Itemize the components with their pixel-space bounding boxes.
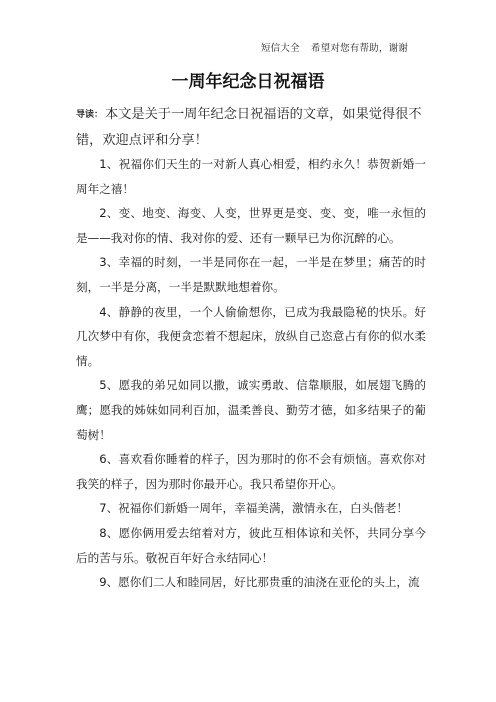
paragraph-5: 5、愿我的弟兄如同以撒，诚实勇敢、信靠顺服，如展翅飞腾的鹰；愿我的姊妹如同利百加，温柔善良、勤劳才德，如多结果子的葡萄树！ bbox=[76, 378, 426, 442]
paragraph-4: 4、静静的夜里，一个人偷偷想你，已成为我最隐秘的快乐。好几次梦中有你，我便贪恋着不想起床，放纵自己恣意占有你的似水柔情。 bbox=[76, 304, 426, 368]
page-header bbox=[261, 40, 408, 54]
paragraph-9: 9、愿你们二人和睦同居，好比那贵重的油浇在亚伦的头上，流 bbox=[99, 575, 420, 590]
header-left-text: 短信大全 bbox=[260, 43, 300, 54]
content-body bbox=[76, 152, 426, 595]
paragraph-3: 3、幸福的时刻，一半是同你在一起，一半是在梦里；痛苦的时刻，一半是分离，一半是默默地想着你。 bbox=[76, 255, 426, 294]
paragraph-6: 6、喜欢看你睡着的样子，因为那时的你不会有烦恼。喜欢你对我笑的样子，因为那时你最开心。我只希望你开心。 bbox=[76, 452, 426, 491]
paragraph-7: 7、祝福你们新婚一周年，幸福美满，激情永在，白头偕老！ bbox=[99, 501, 409, 516]
paragraph-2: 2、变、地变、海变、人变，世界更是变、变、变，唯一永恒的是——我对你的情、我对你的爱、还有一颗早已为你沉醉的心。 bbox=[76, 206, 426, 245]
paragraph-8: 8、愿你俩用爱去绾着对方，彼此互相体谅和关怀，共同分享今后的苦与乐。敬祝百年好合永结同心！ bbox=[76, 525, 426, 565]
paragraph-1: 1、祝福你们天生的一对新人真心相爱，相约永久！恭贺新婚一周年之禧！ bbox=[76, 157, 426, 196]
page-title: 一周年纪念日祝福语 bbox=[171, 72, 325, 92]
intro-text: 本文是关于一周年纪念日祝福语的文章，如果觉得很不错，欢迎点评和分享！ bbox=[76, 107, 422, 148]
header-right-text: 希望对您有帮助，谢谢 bbox=[310, 43, 408, 54]
intro-label: 导读： bbox=[76, 110, 104, 120]
intro-paragraph bbox=[76, 102, 426, 153]
